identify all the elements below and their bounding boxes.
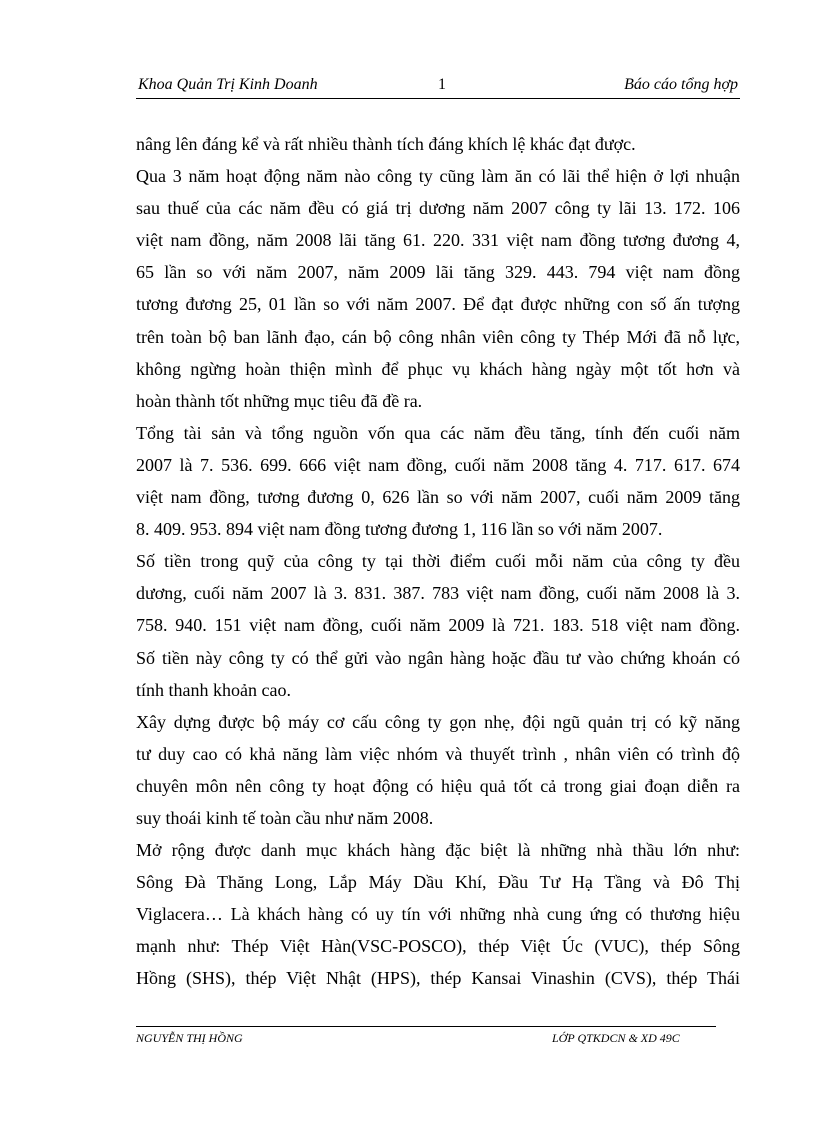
text-line: Viglacera… Là khách hàng có uy tín với những nhà cung ứng có thương hiệu xyxy=(136,904,740,925)
text-line: Tổng tài sản và tổng nguồn vốn qua các năm đều tăng, tính đến cuối năm xyxy=(136,422,740,443)
text-line: 8. 409. 953. 894 việt nam đồng tương đương 1, 116 lần so với năm 2007. xyxy=(136,519,663,540)
text-line: không ngừng hoàn thiện mình để phục vụ khách hàng ngày một tốt hơn và xyxy=(136,358,740,379)
text-line: Xây dựng được bộ máy cơ cấu công ty gọn nhẹ, đội ngũ quản trị có kỹ năng xyxy=(136,711,740,732)
text-line: nâng lên đáng kể và rất nhiều thành tích đáng khích lệ khác đạt được. xyxy=(136,134,636,154)
text-line: Số tiền trong quỹ của công ty tại thời điểm cuối mỗi năm của công ty đều xyxy=(136,551,740,572)
text-line: chuyên môn nên công ty hoạt động có hiệu quả tốt cả trong giai đoạn diễn ra xyxy=(136,775,740,796)
text-line: Số tiền này công ty có thể gửi vào ngân hàng hoặc đầu tư vào chứng khoán có xyxy=(136,647,740,668)
author-name: NGUYỄN THỊ HỒNG xyxy=(136,1031,243,1045)
text-line: tư duy cao có khả năng làm việc nhóm và thuyết trình , nhân viên có trình độ xyxy=(136,743,740,764)
class-name: LỚP QTKDCN & XD 49C xyxy=(552,1031,680,1045)
page-number: 1 xyxy=(438,76,446,93)
text-line: việt nam đồng, năm 2008 lãi tăng 61. 220. 331 việt nam đồng tương đương 4, xyxy=(136,230,740,251)
text-line: mạnh như: Thép Việt Hàn(VSC-POSCO), thép Việt Úc (VUC), thép Sông xyxy=(136,936,740,957)
text-line: Qua 3 năm hoạt động năm nào công ty cũng làm ăn có lãi thể hiện ở lợi nhuận xyxy=(136,166,740,187)
faculty-name: Khoa Quản Trị Kinh Doanh xyxy=(138,76,318,93)
text-line: hoàn thành tốt những mục tiêu đã đề ra. xyxy=(136,390,423,411)
text-line: tương đương 25, 01 lần so với năm 2007. Để đạt được những con số ấn tượng xyxy=(136,294,740,315)
body-text xyxy=(136,128,740,995)
text-line: Mở rộng được danh mục khách hàng đặc biệt là những nhà thầu lớn như: xyxy=(136,840,740,861)
report-title: Báo cáo tổng hợp xyxy=(624,76,738,93)
text-line: việt nam đồng, tương đương 0, 626 lần so với năm 2007, cuối năm 2009 tăng xyxy=(136,487,740,508)
text-line: sau thuế của các năm đều có giá trị dương năm 2007 công ty lãi 13. 172. 106 xyxy=(136,198,740,219)
page-header xyxy=(136,74,740,99)
text-line: Sông Đà Thăng Long, Lắp Máy Dầu Khí, Đầu Tư Hạ Tầng và Đô Thị xyxy=(136,872,740,893)
text-line: tính thanh khoản cao. xyxy=(136,679,291,700)
text-line: Hồng (SHS), thép Việt Nhật (HPS), thép Kansai Vinashin (CVS), thép Thái xyxy=(136,968,740,989)
text-line: trên toàn bộ ban lãnh đạo, cán bộ công nhân viên công ty Thép Mới đã nỗ lực, xyxy=(136,326,740,347)
text-line: dương, cuối năm 2007 là 3. 831. 387. 783 việt nam đồng, cuối năm 2008 là 3. xyxy=(136,583,740,604)
text-line: 65 lần so với năm 2007, năm 2009 lãi tăng 329. 443. 794 việt nam đồng xyxy=(136,262,740,283)
text-line: suy thoái kinh tế toàn cầu như năm 2008. xyxy=(136,807,434,828)
page-footer xyxy=(136,1026,716,1045)
text-line: 2007 là 7. 536. 699. 666 việt nam đồng, cuối năm 2008 tăng 4. 717. 617. 674 xyxy=(136,454,740,475)
text-line: 758. 940. 151 việt nam đồng, cuối năm 2009 là 721. 183. 518 việt nam đồng. xyxy=(136,615,740,636)
